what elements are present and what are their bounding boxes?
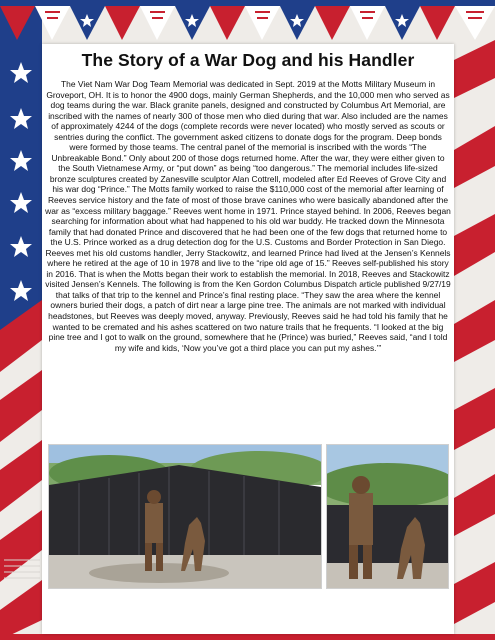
bunting-banner <box>0 0 495 50</box>
article-body: The Viet Nam War Dog Team Memorial was dedicated in Sept. 2019 at the Motts Military Museum in Groveport, OH. It is to honor the 4900 dogs, mainly German Shepherds, and the 10,000 men who served as dog teams during the war. Black granite panels, designed and constructed by Columbus Art Memorial, are inscribed with the names of nearly 300 of those men who died during that war. Also included are the names of approximately 4244 of the dogs (complete records were never located) who mostly served as scouts or sentries during the conflict. The government asked citizens to donate dogs for the program. Deep bonds were formed by those teams. The central panel of the memorial is inscribed with the words “The Unbreakable Bond.” Only about 200 of those dogs returned home. After the war, they were either given to the South Vietnamese Army, or “put down” as being “too dangerous.” The memorial includes life-sized bronze sculptures created by Zanesville sculptor Alan Cottrell, modeled after Ed Reeves of Grove City and his war dog “Prince.” The Motts family worked to raise the $110,000 cost of the memorial after learning of Reeves service history and the fate of most of those brave canines who were basically abandoned after the war as “excess military baggage.” Reeves went home in 1971. Prince stayed behind. In 2006, Reeves began searching for information about what had happened to his old war buddy. He tracked down the Minnesota family that had donated Prince and discovered that he had been one of the few dogs that returned home to the U.S. Prince worked as a drug detection dog for the U.S. Customs and Border Protection in San Diego. Reeves met his old customs handler, Jerry Stackowitz, and learned Prince had lived at the Jensen’s Kennels where he retired at the age of 10 in 1978 and live to the “ripe old age of 15.” Reeves self-published his story in 2016. That is when the Motts began their work to establish the memorial. In 2018, Reeves and Stackowitz visited Jensen’s Kennels. The following is from the Ken Gordon Columbus Dispatch article published 9/27/19 that talks of that trip to the kennel and Prince’s final resting place. “They saw the area where the kennel owners buried their dogs, a patch of dirt near a large pine tree. The animals are not marked with individual headstones, but Reeves was deeply moved, anyway. Previously, Reeves said he had told his family that he wanted to be cremated and his ashes scattered on two nature trails that he frequents. “I looked at the big pine tree and I got to walk on the ground, somewhere that he (Prince) was buried,” Reeves said, “and I told my wife and kids, ‘Now you’ve got a third place you can put my ashes.’” <box>45 79 451 353</box>
memorial-photo-closeup <box>326 444 449 589</box>
memorial-photo-wide <box>48 444 322 589</box>
page-title: The Story of a War Dog and his Handler <box>81 50 415 70</box>
